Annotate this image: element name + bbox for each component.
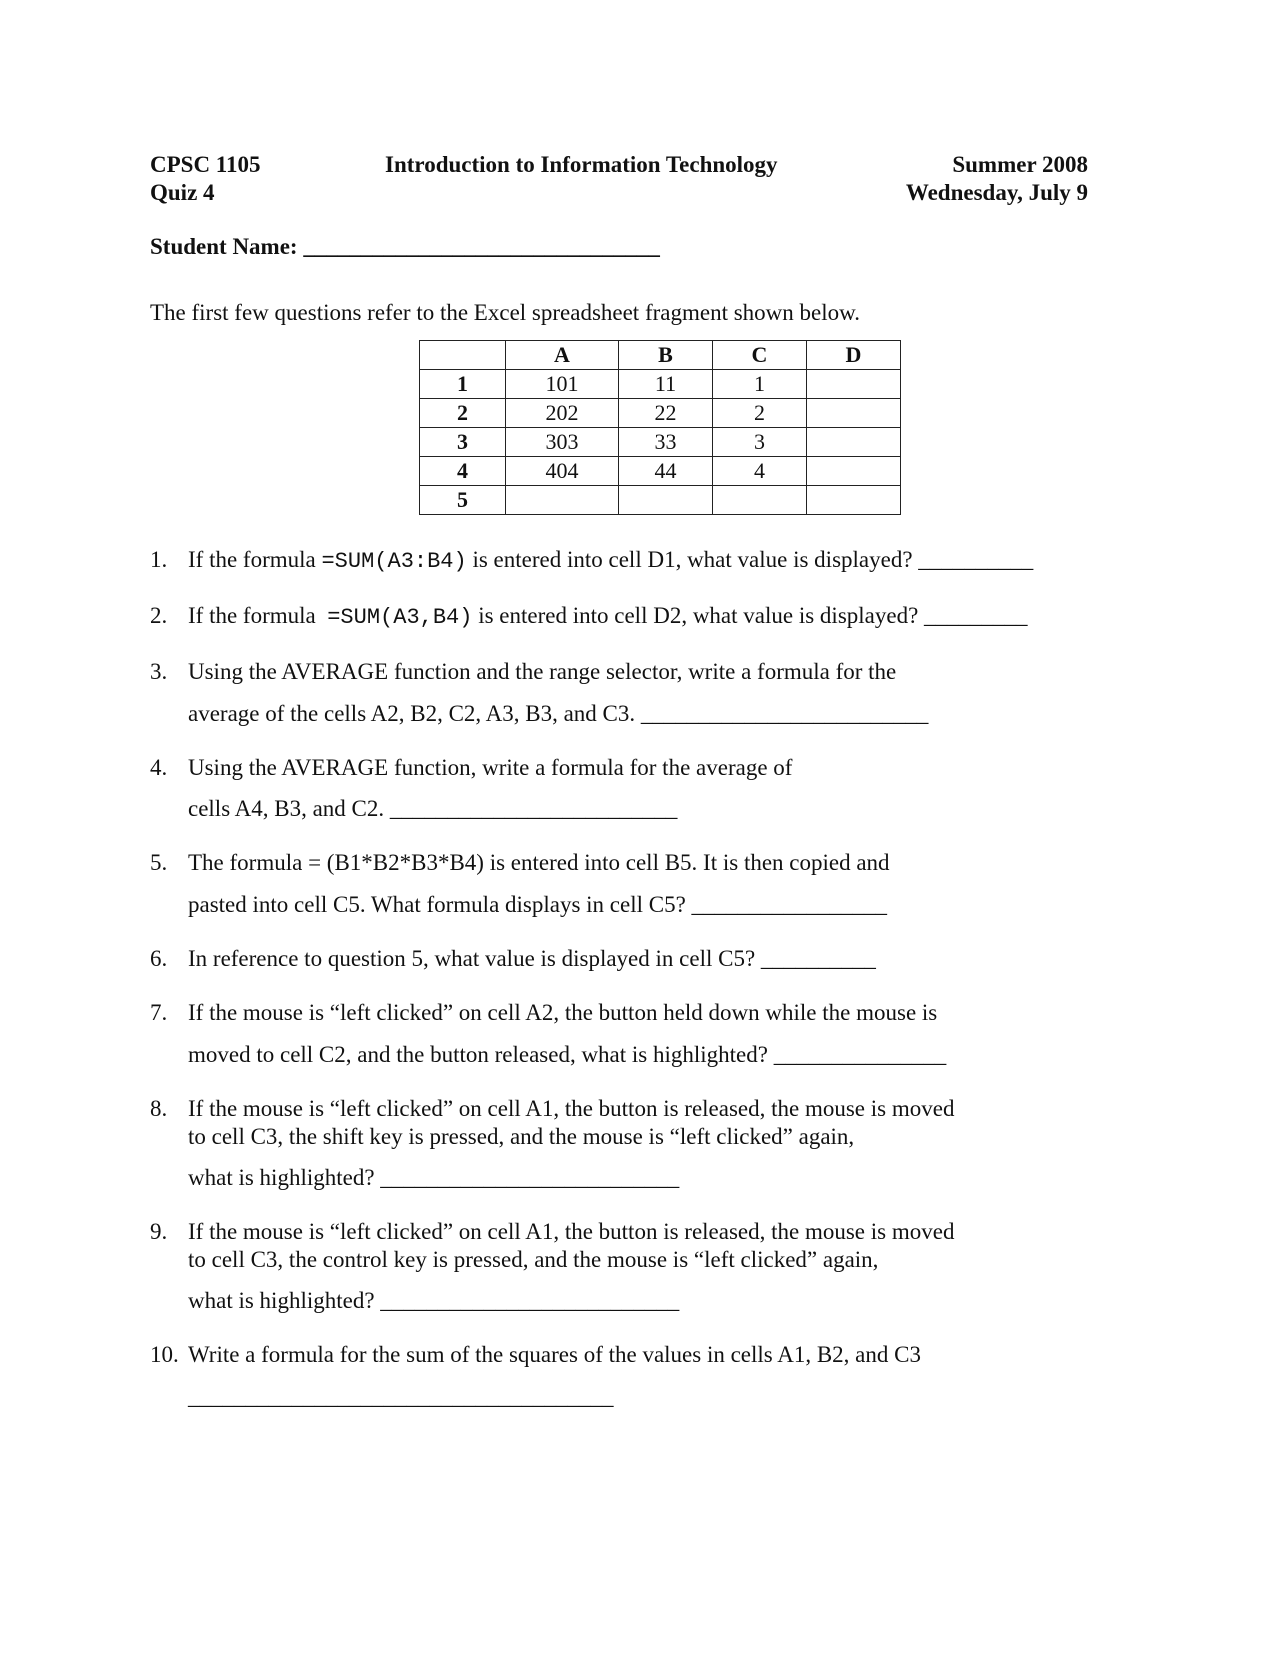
cell: 11 xyxy=(619,370,713,399)
table-row xyxy=(420,370,901,399)
question-3-line-1: Using the AVERAGE function and the range selector, write a formula for the xyxy=(188,659,897,684)
question-text: If the formula xyxy=(188,603,328,628)
cell xyxy=(807,486,901,515)
column-header-row xyxy=(420,341,901,370)
question-7-line-2: moved to cell C2, and the button released, what is highlighted? _______________ xyxy=(188,1042,947,1067)
cell: 33 xyxy=(619,428,713,457)
question-number: 8. xyxy=(150,1096,168,1121)
question-text: is entered into cell D1, what value is displayed? __________ xyxy=(466,547,1034,572)
question-10-line-1: Write a formula for the sum of the squares of the values in cells A1, B2, and C3 xyxy=(188,1342,921,1367)
question-1 xyxy=(188,547,1033,574)
table-row xyxy=(420,457,901,486)
question-9-line-1: If the mouse is “left clicked” on cell A1, the button is released, the mouse is moved xyxy=(188,1219,955,1244)
course-title: Introduction to Information Technology xyxy=(385,152,778,177)
spreadsheet-table xyxy=(419,340,901,515)
question-4-line-1: Using the AVERAGE function, write a formula for the average of xyxy=(188,755,793,780)
column-header: A xyxy=(506,341,619,370)
question-5-line-2: pasted into cell C5. What formula displays in cell C5? _________________ xyxy=(188,892,888,917)
course-code: CPSC 1105 xyxy=(150,152,261,177)
question-7-line-1: If the mouse is “left clicked” on cell A2, the button held down while the mouse is xyxy=(188,1000,938,1025)
question-number: 7. xyxy=(150,1000,168,1025)
quiz-date: Wednesday, July 9 xyxy=(905,180,1088,205)
table-row xyxy=(420,486,901,515)
question-text: If the formula xyxy=(188,547,322,572)
cell xyxy=(506,486,619,515)
question-8-line-3: what is highlighted? __________________________ xyxy=(188,1165,680,1190)
question-6-line-1: In reference to question 5, what value is displayed in cell C5? __________ xyxy=(188,946,876,971)
cell: 2 xyxy=(713,399,807,428)
quiz-number: Quiz 4 xyxy=(150,180,215,205)
cell xyxy=(807,399,901,428)
question-3-line-2: average of the cells A2, B2, C2, A3, B3, and C3. _________________________ xyxy=(188,701,929,726)
intro-text: The first few questions refer to the Excel spreadsheet fragment shown below. xyxy=(150,300,860,325)
row-header: 2 xyxy=(420,399,506,428)
cell: 1 xyxy=(713,370,807,399)
question-9-line-2: to cell C3, the control key is pressed, and the mouse is “left clicked” again, xyxy=(188,1247,879,1272)
row-header: 5 xyxy=(420,486,506,515)
cell: 22 xyxy=(619,399,713,428)
question-8-line-1: If the mouse is “left clicked” on cell A1, the button is released, the mouse is moved xyxy=(188,1096,955,1121)
cell xyxy=(619,486,713,515)
question-9-line-3: what is highlighted? __________________________ xyxy=(188,1288,680,1313)
column-header: D xyxy=(807,341,901,370)
question-8-line-2: to cell C3, the shift key is pressed, and the mouse is “left clicked” again, xyxy=(188,1124,855,1149)
student-name-field xyxy=(150,234,660,260)
row-header: 1 xyxy=(420,370,506,399)
term: Summer 2008 xyxy=(952,152,1088,177)
question-number: 3. xyxy=(150,659,168,684)
cell xyxy=(713,486,807,515)
row-header: 3 xyxy=(420,428,506,457)
column-header: C xyxy=(713,341,807,370)
question-number: 1. xyxy=(150,547,168,572)
question-number: 2. xyxy=(150,603,168,628)
formula-code: =SUM(A3,B4) xyxy=(327,605,473,630)
cell: 3 xyxy=(713,428,807,457)
question-2 xyxy=(188,603,1028,630)
cell xyxy=(807,370,901,399)
student-name-label: Student Name: xyxy=(150,234,298,259)
cell xyxy=(807,457,901,486)
student-name-blank: _______________________________ xyxy=(303,234,660,259)
cell: 303 xyxy=(506,428,619,457)
question-4-line-2: cells A4, B3, and C2. _________________________ xyxy=(188,796,678,821)
question-text: is entered into cell D2, what value is displayed? _________ xyxy=(472,603,1028,628)
cell: 101 xyxy=(506,370,619,399)
formula-code: =SUM(A3:B4) xyxy=(321,549,467,574)
cell: 44 xyxy=(619,457,713,486)
column-header: B xyxy=(619,341,713,370)
table-row xyxy=(420,399,901,428)
corner-cell xyxy=(420,341,506,370)
question-number: 4. xyxy=(150,755,168,780)
question-5-line-1: The formula = (B1*B2*B3*B4) is entered into cell B5. It is then copied and xyxy=(188,850,890,875)
question-number: 5. xyxy=(150,850,168,875)
cell: 202 xyxy=(506,399,619,428)
cell xyxy=(807,428,901,457)
row-header: 4 xyxy=(420,457,506,486)
question-10-answer-blank: _____________________________________ xyxy=(188,1384,614,1409)
question-number: 9. xyxy=(150,1219,168,1244)
question-number: 10. xyxy=(150,1342,179,1367)
table-row xyxy=(420,428,901,457)
question-number: 6. xyxy=(150,946,168,971)
cell: 4 xyxy=(713,457,807,486)
cell: 404 xyxy=(506,457,619,486)
